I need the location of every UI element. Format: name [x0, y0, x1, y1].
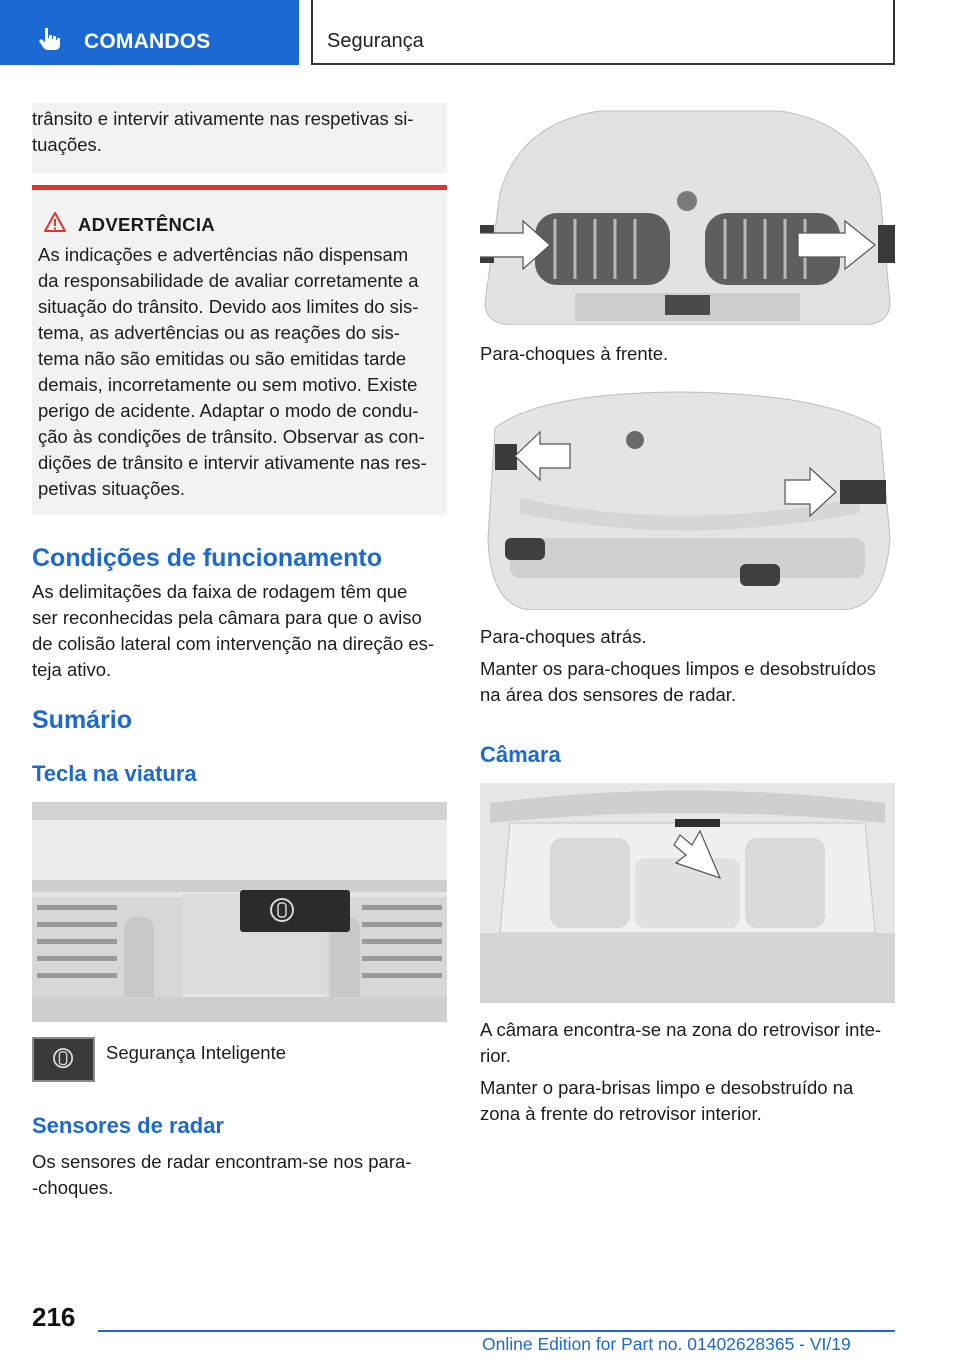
conditions-line: de colisão lateral com intervenção na direção es- — [32, 633, 435, 654]
rear-bumper-caption: Para-choques atrás. — [480, 626, 647, 647]
edition-link[interactable]: Online Edition for Part no. 01402628365 - VI/19 — [482, 1334, 851, 1354]
chapter-tab-label: COMANDOS — [84, 30, 211, 53]
camera-figure — [480, 783, 895, 1003]
camera-heading: Câmara — [480, 742, 561, 767]
warning-line: demais, incorretamente ou sem motivo. Existe — [38, 374, 418, 395]
section-title: Segurança — [327, 30, 424, 52]
dashboard-button-figure — [32, 802, 447, 1022]
warning-line: petivas situações. — [38, 478, 186, 499]
rear-bumper-figure — [480, 388, 895, 610]
button-caption: Segurança Inteligente — [106, 1042, 286, 1063]
chapter-tab[interactable] — [0, 0, 299, 65]
front-bumper-caption: Para-choques à frente. — [480, 343, 669, 364]
button-heading: Tecla na viatura — [32, 761, 197, 786]
summary-heading: Sumário — [32, 706, 133, 734]
conditions-line: ser reconhecidas pela câmara para que o aviso — [32, 607, 422, 628]
camera-line: A câmara encontra-se na zona do retrovisor inte- — [480, 1019, 882, 1040]
warning-title: ADVERTÊNCIA — [78, 214, 215, 235]
page-number: 216 — [32, 1302, 76, 1332]
radar-heading: Sensores de radar — [32, 1113, 224, 1138]
conditions-line: teja ativo. — [32, 659, 112, 680]
warning-line: da responsabilidade de avaliar corretamente a — [38, 270, 419, 291]
warning-triangle-icon — [44, 212, 66, 232]
section-header — [311, 0, 895, 65]
conditions-heading: Condições de funcionamento — [32, 544, 383, 572]
front-bumper-figure — [480, 103, 895, 325]
hand-pointer-icon — [36, 26, 62, 52]
camera-line: rior. — [480, 1045, 511, 1066]
camera-line: zona à frente do retrovisor interior. — [480, 1103, 762, 1124]
radar-line: Os sensores de radar encontram-se nos para- — [32, 1151, 412, 1172]
camera-line: Manter o para-brisas limpo e desobstruído na — [480, 1077, 854, 1098]
warning-line: situação do trânsito. Devido aos limites do sis- — [38, 296, 419, 317]
warning-line: perigo de acidente. Adaptar o modo de condu- — [38, 400, 419, 421]
warning-line: dições de trânsito e intervir ativamente nas res- — [38, 452, 427, 473]
warning-line: tema não são emitidas ou são emitidas tarde — [38, 348, 407, 369]
footer-rule — [98, 1330, 895, 1332]
warning-line: ção às condições de trânsito. Observar as con- — [38, 426, 425, 447]
intro-line-1: trânsito e intervir ativamente nas respetivas si- — [32, 108, 414, 129]
radar-line: -choques. — [32, 1177, 114, 1198]
intelligent-safety-button-icon — [32, 1037, 95, 1082]
warning-line: tema, as advertências ou as reações do sis- — [38, 322, 400, 343]
conditions-line: As delimitações da faixa de rodagem têm que — [32, 581, 408, 602]
intro-line-2: tuações. — [32, 134, 102, 155]
rear-text-line: Manter os para-choques limpos e desobstruídos — [480, 658, 876, 679]
rear-text-line: na área dos sensores de radar. — [480, 684, 737, 705]
warning-line: As indicações e advertências não dispensam — [38, 244, 409, 265]
